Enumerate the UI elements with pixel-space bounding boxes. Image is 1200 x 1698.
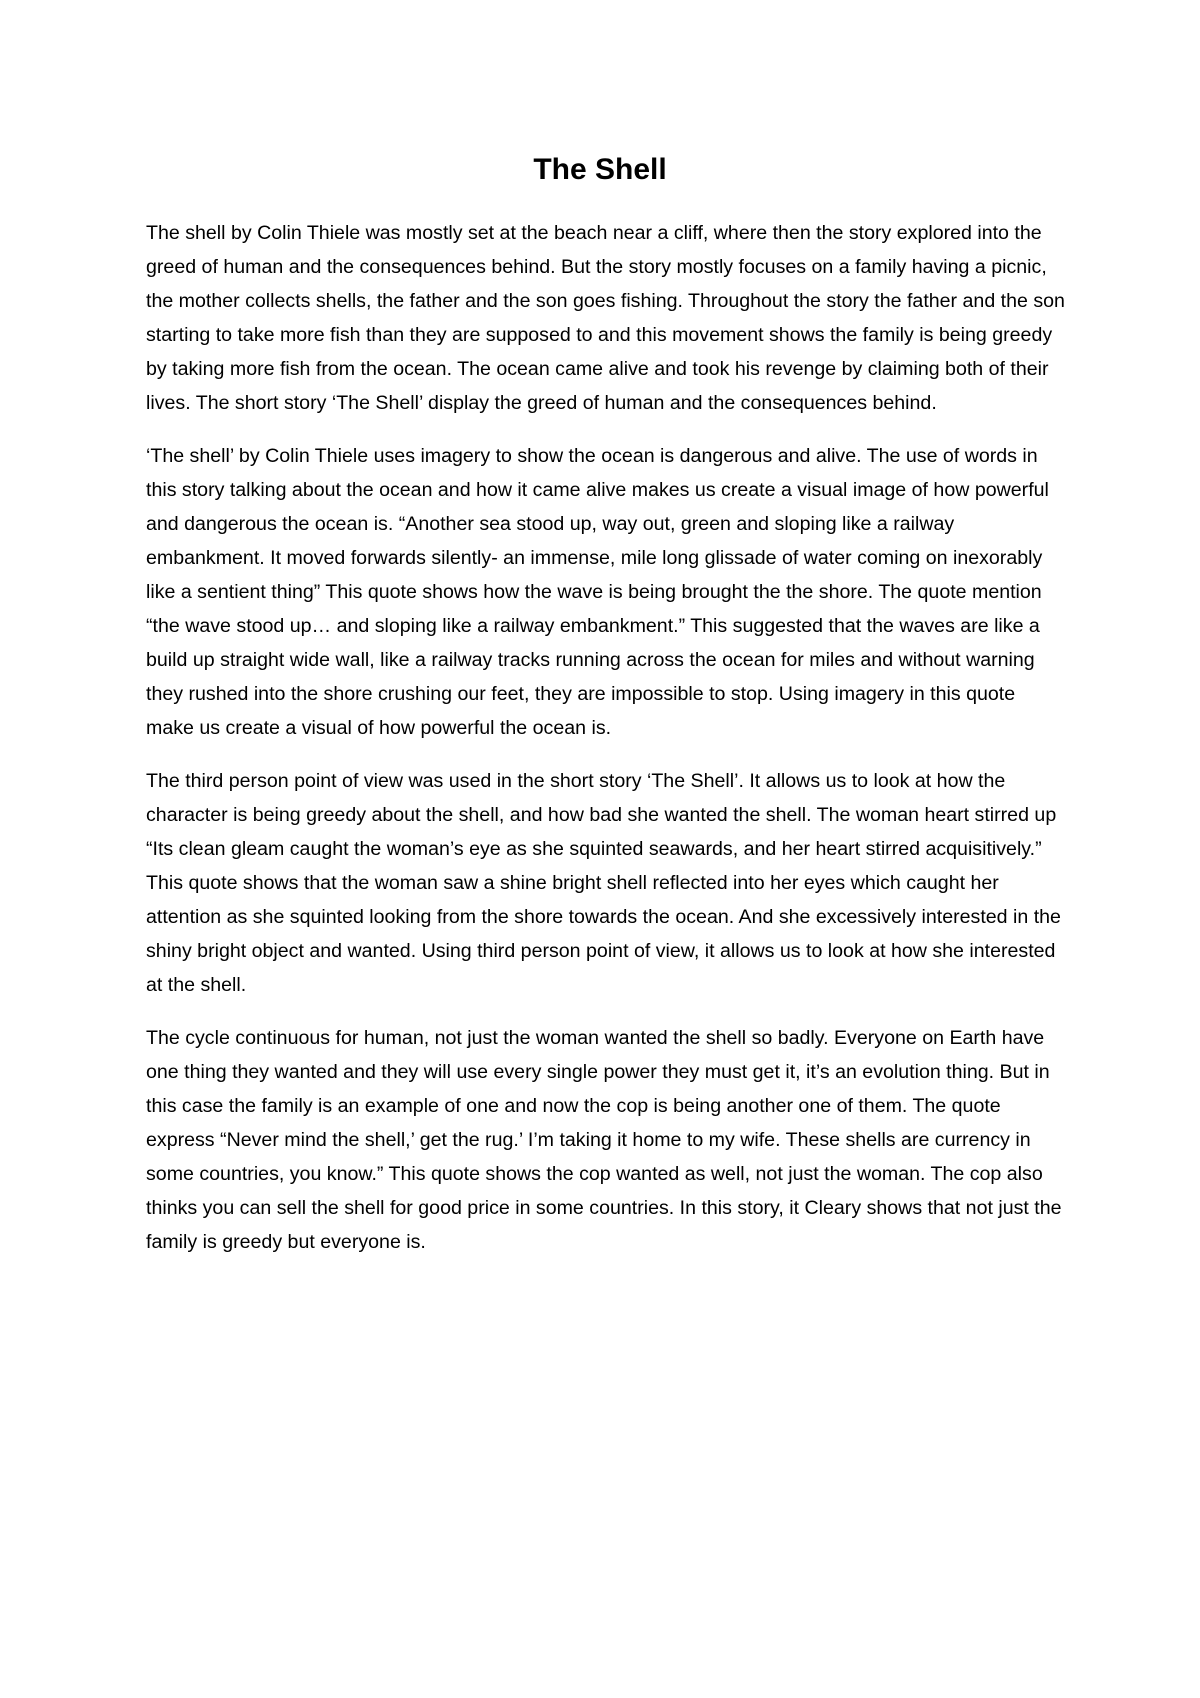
paragraph-imagery: ‘The shell’ by Colin Thiele uses imagery to show the ocean is dangerous and alive. The use of words in this story talking about the ocean and how it came alive makes us create a visual image of how powerful and dangerous the ocean is. “Another sea stood up, way out, green and sloping like a railway embankment. It moved forwards silently- an immense, mile long glissade of water coming on inexorably like a sentient thing” This quote shows how the wave is being brought the the shore. The quote mention “the wave stood up… and sloping like a railway embankment.” This suggested that the waves are like a build up straight wide wall, like a railway tracks running across the ocean for miles and without warning they rushed into the shore crushing our feet, they are impossible to stop. Using imagery in this quote make us create a visual of how powerful the ocean is.: [146, 445, 1049, 739]
document-body: [146, 216, 1066, 1278]
paragraph-point-of-view: The third person point of view was used in the short story ‘The Shell’. It allows us to look at how the character is being greedy about the shell, and how bad she wanted the shell. The woman heart stirred up “Its clean gleam caught the woman’s eye as she squinted seawards, and her heart stirred acquisitively.” This quote shows that the woman saw a shine bright shell reflected into her eyes which caught her attention as she squinted looking from the shore towards the ocean. And she excessively interested in the shiny bright object and wanted. Using third person point of view, it allows us to look at how she interested at the shell.: [146, 770, 1061, 996]
document-title: The Shell: [533, 153, 667, 186]
paragraph-greed-cycle: The cycle continuous for human, not just the woman wanted the shell so badly. Everyone on Earth have one thing they wanted and they will use every single power they must get it, it’s an evolution thing. But in this case the family is an example of one and now the cop is being another one of them. The quote express “Never mind the shell,’ get the rug.’ I’m taking it home to my wife. These shells are currency in some countries, you know.” This quote shows the cop wanted as well, not just the woman. The cop also thinks you can sell the shell for good price in some countries. In this story, it Cleary shows that not just the family is greedy but everyone is.: [146, 1027, 1062, 1253]
paragraph-introduction: The shell by Colin Thiele was mostly set at the beach near a cliff, where then the story explored into the greed of human and the consequences behind. But the story mostly focuses on a family having a picnic, the mother collects shells, the father and the son goes fishing. Throughout the story the father and the son starting to take more fish than they are supposed to and this movement shows the family is being greedy by taking more fish from the ocean. The ocean came alive and took his revenge by claiming both of their lives. The short story ‘The Shell’ display the greed of human and the consequences behind.: [146, 222, 1065, 414]
